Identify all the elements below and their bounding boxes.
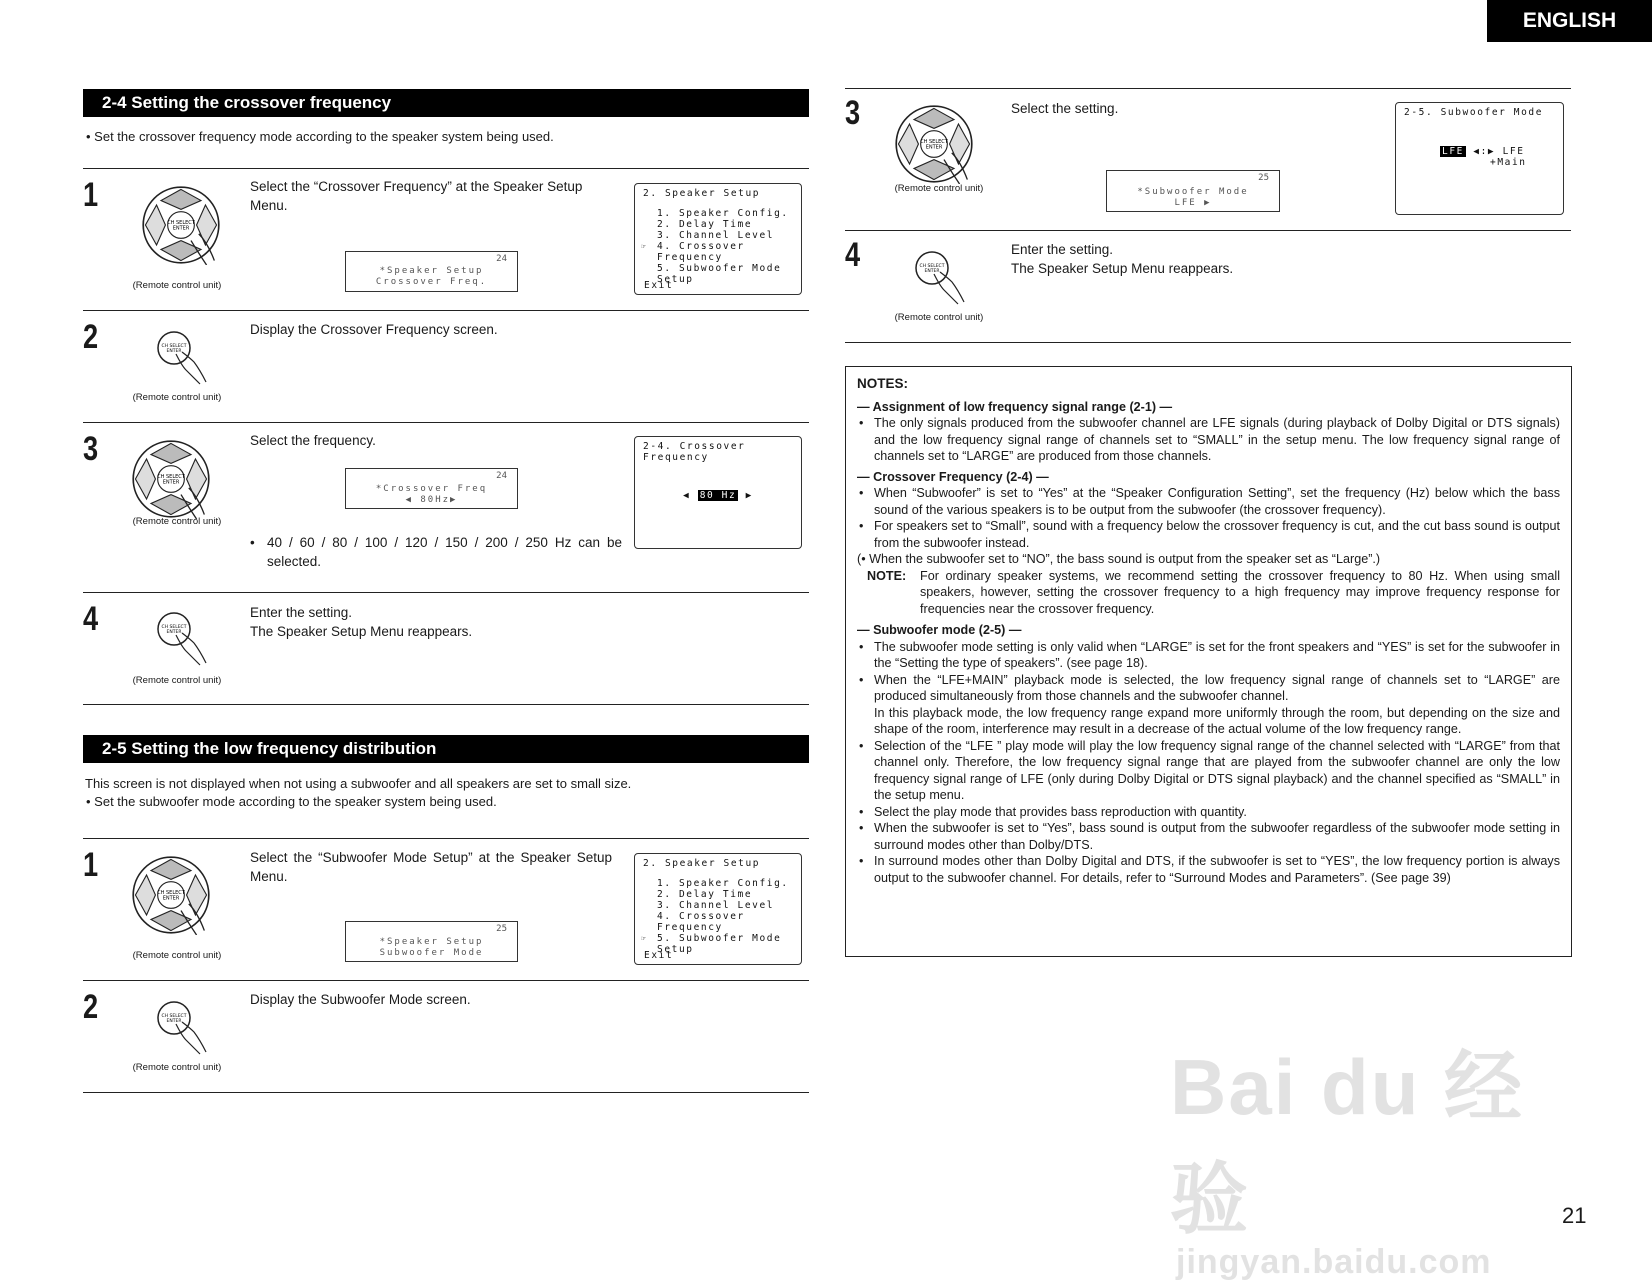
step-instruction: Display the Subwoofer Mode screen.: [250, 992, 471, 1007]
section-intro: • Set the crossover frequency mode according to the speaker system being used.: [86, 129, 554, 144]
remote-caption: (Remote control unit): [132, 1062, 222, 1073]
remote-caption: (Remote control unit): [132, 516, 222, 527]
front-display-panel: [1106, 170, 1280, 212]
osd-item: 2. Delay Time: [657, 889, 753, 900]
osd-item-selected: [643, 241, 801, 263]
onscreen-menu: [634, 853, 802, 965]
watermark-url: jingyan.baidu.com: [1176, 1243, 1492, 1281]
osd-option: LFE: [1502, 146, 1525, 157]
display-line: Subwoofer Mode: [379, 948, 484, 958]
osd-item: 2. Delay Time: [657, 219, 753, 230]
step-bullet: [250, 533, 622, 571]
section-title-crossover: 2-4 Setting the crossover frequency: [83, 89, 809, 117]
section-intro: This screen is not displayed when not using a subwoofer and all speakers are set to small size.: [85, 776, 632, 791]
divider: [83, 1092, 809, 1093]
cursor-hand-icon: ☞: [641, 242, 646, 251]
note-bullet: • For speakers set to “Small”, sound with a frequency below the crossover frequency is cut, and the cut bass sound is output from the subwoofer instead.: [857, 518, 1560, 551]
watermark-brand: Bai du 经验: [1170, 1043, 1525, 1243]
front-display-panel: [345, 921, 518, 962]
step-instruction: Select the “Subwoofer Mode Setup” at the Speaker Setup Menu.: [250, 850, 612, 884]
step-number: 4: [83, 600, 99, 638]
osd-separator: ◀:▶: [1473, 146, 1496, 157]
step-number: 3: [83, 430, 99, 468]
enter-remote-icon: [148, 607, 208, 667]
bullet-text: 40 / 60 / 80 / 100 / 120 / 150 / 200 / 250 Hz can be selected.: [267, 535, 622, 569]
osd-item-label: 5. Subwoofer Mode Setup: [657, 933, 782, 955]
remote-caption: (Remote control unit): [132, 392, 222, 403]
divider: [83, 310, 809, 311]
osd-label-selected: LFE: [1442, 146, 1464, 157]
onscreen-menu: [634, 436, 802, 549]
dpad-remote-icon: [141, 185, 221, 265]
osd-item-label: 4. Crossover Frequency: [657, 241, 745, 263]
display-page: 24: [496, 471, 507, 481]
page-number: 21: [1562, 1203, 1587, 1228]
note-paren: (• When the subwoofer set to “NO”, the bass sound is output from the speaker set as “Large”.): [857, 552, 1381, 566]
front-display-panel: [345, 251, 518, 292]
step-instruction: Select the setting.: [1011, 101, 1119, 116]
enter-remote-icon: [906, 246, 966, 306]
remote-caption: (Remote control unit): [132, 280, 222, 291]
display-line: ◀ 80Hz▶: [405, 495, 458, 505]
onscreen-menu: [1395, 102, 1564, 215]
osd-item: 3. Channel Level: [657, 900, 775, 911]
baidu-watermark: [1170, 1025, 1550, 1281]
osd-item: 3. Channel Level: [657, 230, 775, 241]
divider: [83, 592, 809, 593]
notes-title: NOTES:: [857, 376, 909, 391]
osd-value-row: [643, 490, 801, 501]
remote-caption: (Remote control unit): [132, 950, 222, 961]
note-bullet: • The only signals produced from the subwoofer channel are LFE signals (during playback of Dolby Digital or DTS signals) and the low frequency signal range of channels set to “SMALL” in the setup menu. The low frequency signal range of channels set to “LARGE” are produced from those channels.: [857, 415, 1560, 465]
osd-title: 2-5. Subwoofer Mode: [1404, 107, 1544, 118]
step-line: The Speaker Setup Menu reappears.: [1011, 261, 1234, 276]
display-page: 25: [496, 924, 507, 934]
osd-option: +Main: [1490, 157, 1527, 168]
note-label: NOTE:: [867, 568, 907, 583]
osd-exit: Exit: [644, 280, 674, 291]
divider: [83, 422, 809, 423]
note-bullet: • Selection of the “LFE ” play mode will play the low frequency signal range of the channel selected with “LARGE” from that channel only. Therefore, the low frequency signal range that are played from the subwoofer channel are only the low frequency signal range of LFE (only during Dolby Digital or DTS signal playback) and the channel specified as “SMALL” in the setup menu.: [857, 738, 1560, 804]
osd-title: 2. Speaker Setup: [643, 188, 761, 199]
step-number: 2: [83, 318, 99, 356]
display-line: LFE ▶: [1174, 198, 1212, 208]
step-line: Enter the setting.: [1011, 242, 1114, 257]
step-number: 2: [83, 988, 99, 1026]
divider: [845, 230, 1571, 231]
notes-subheading: — Assignment of low frequency signal range (2-1) —: [857, 399, 1173, 414]
divider: [83, 168, 809, 169]
note-text: For ordinary speaker systems, we recommend setting the crossover frequency to 80 Hz. When using small speakers, however, setting the crossover frequency to a high frequency may improve frequency response for frequencies near the crossover frequency.: [920, 568, 1560, 616]
onscreen-menu: [634, 183, 802, 295]
step-line: The Speaker Setup Menu reappears.: [250, 624, 473, 639]
divider: [845, 342, 1571, 343]
front-display-panel: [345, 468, 518, 509]
remote-caption: (Remote control unit): [894, 183, 984, 194]
enter-remote-icon: [148, 326, 208, 386]
display-line: Crossover Freq.: [375, 277, 488, 287]
display-line: *Speaker Setup: [379, 266, 484, 276]
step-instruction: Display the Crossover Frequency screen.: [250, 322, 498, 337]
osd-exit: Exit: [644, 950, 674, 961]
left-arrow-icon: ◀: [683, 490, 691, 501]
cursor-hand-icon: ☞: [641, 934, 646, 943]
osd-item: 1. Speaker Config.: [657, 878, 789, 889]
note-continuation: In this playback mode, the low frequency range expand more uniformly through the room, but depending on the size and shape of the room, interference may result in a decrease of the actual volume of the low frequency range.: [874, 705, 1560, 736]
step-number: 1: [83, 176, 99, 214]
enter-remote-icon: [148, 996, 208, 1056]
step-instruction: Select the “Crossover Frequency” at the Speaker Setup Menu.: [250, 179, 583, 213]
dpad-remote-icon: [131, 855, 211, 935]
display-line: *Crossover Freq: [375, 484, 488, 494]
osd-item: 4. Crossover Frequency: [657, 911, 745, 933]
osd-item: 1. Speaker Config.: [657, 208, 789, 219]
divider: [83, 704, 809, 705]
remote-caption: (Remote control unit): [894, 312, 984, 323]
osd-title: 2. Speaker Setup: [643, 858, 761, 869]
step-instruction: [250, 603, 622, 641]
osd-title: 2-4. Crossover Frequency: [643, 441, 746, 463]
step-instruction: Select the frequency.: [250, 433, 376, 448]
display-page: 24: [496, 254, 507, 264]
dpad-remote-icon: [894, 104, 974, 184]
note-bullet: • Select the play mode that provides bass reproduction with quantity.: [857, 804, 1560, 821]
section-title-low-frequency: 2-5 Setting the low frequency distribution: [83, 735, 809, 763]
display-line: *Subwoofer Mode: [1137, 187, 1249, 197]
notes-subheading: — Crossover Frequency (2-4) —: [857, 469, 1049, 484]
osd-value-row: [1404, 146, 1563, 157]
step-instruction: [1011, 240, 1383, 278]
section-intro: • Set the subwoofer mode according to the speaker system being used.: [86, 794, 497, 809]
notes-box: [845, 366, 1572, 957]
dpad-remote-icon: [131, 439, 211, 519]
bullet-dot: •: [250, 535, 255, 550]
note-bullet: • The subwoofer mode setting is only valid when “LARGE” is set for the front speakers and “YES” is set for the subwoofer in the “Setting the type of speakers”. (see page 18).: [857, 639, 1560, 672]
right-arrow-icon: ▶: [745, 490, 753, 501]
divider: [83, 838, 809, 839]
note-bullet: • When the “LFE+MAIN” playback mode is selected, the low frequency signal range of channels set to “LARGE” are produced simultaneously from those channels and the subwoofer channel.: [857, 672, 1560, 705]
remote-caption: (Remote control unit): [132, 675, 222, 686]
step-number: 4: [845, 236, 861, 274]
osd-value-selected: 80 Hz: [699, 490, 737, 501]
divider: [845, 88, 1571, 89]
note-bullet: • When the subwoofer is set to “Yes”, bass sound is output from the subwoofer regardless of the subwoofer mode setting in surround modes other than Dolby/DTS.: [857, 820, 1560, 853]
notes-subheading: — Subwoofer mode (2-5) —: [857, 623, 1022, 637]
step-number: 1: [83, 846, 99, 884]
divider: [83, 980, 809, 981]
note-bullet: • In surround modes other than Dolby Digital and DTS, if the subwoofer is set to “YES”, the low frequency portion is always output to the subwoofer channel. For details, refer to “Surround Modes and Parameters”. (See page 39): [857, 853, 1560, 886]
step-line: Enter the setting.: [250, 605, 353, 620]
step-number: 3: [845, 94, 861, 132]
display-line: *Speaker Setup: [379, 937, 484, 947]
language-tab: ENGLISH: [1487, 0, 1652, 42]
osd-item: 5. Subwoofer Mode Setup: [657, 263, 782, 285]
note-row: [857, 568, 1560, 618]
display-page: 25: [1258, 173, 1269, 183]
note-bullet: • When “Subwoofer” is set to “Yes” at the “Speaker Configuration Setting”, set the frequency (Hz) below which the bass sound of the various speakers is to be output from the subwoofer (the crossover frequency).: [857, 485, 1560, 518]
